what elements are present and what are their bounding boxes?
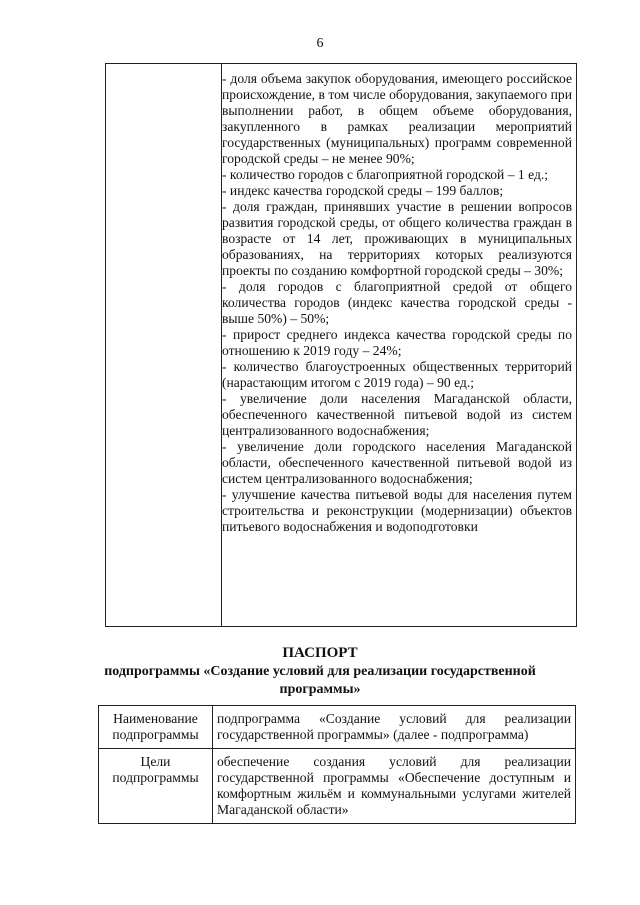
indicator-item: - количество городов с благоприятной городской – 1 ед.;	[222, 167, 549, 182]
indicator-item: - индекс качества городской среды – 199 баллов;	[222, 183, 504, 198]
indicators-label-cell	[106, 64, 222, 626]
passport-subtitle: подпрограммы «Создание условий для реализации государственной программы»	[104, 664, 536, 697]
passport-table	[98, 705, 576, 824]
indicator-item: - доля граждан, принявших участие в решении вопросов развития городской среды, от общего количества граждан в возрасте от 14 лет, проживающих в муниципальных образованиях, на территориях которых реализуются проекты по созданию комфортной городской среды – 30%;	[222, 199, 572, 278]
indicator-item: - увеличение доли городского населения Магаданской области, обеспеченного качественной питьевой водой из систем централизованного водоснабжения;	[222, 439, 572, 486]
row-value: подпрограмма «Создание условий для реализации государственной программы» (далее - подпрограмма)	[213, 706, 576, 749]
indicator-item: - доля объема закупок оборудования, имеющего российское происхождение, в том числе оборудования, закупаемого при выполнении работ, в общем объеме оборудования, закупленного в рамках реализации мероприятий государственных (муниципальных) программ современной городской среды – не менее 90%;	[222, 71, 572, 166]
indicators-table	[105, 63, 577, 627]
page-number: 6	[316, 36, 324, 51]
indicator-item: - прирост среднего индекса качества городской среды по отношению к 2019 году – 24%;	[222, 327, 572, 358]
indicator-item: - количество благоустроенных общественных территорий (нарастающим итогом с 2019 года) – 90 ед.;	[222, 359, 572, 390]
indicator-item: - улучшение качества питьевой воды для населения путем строительства и реконструкции (модернизации) объектов питьевого водоснабжения и водоподготовки	[222, 487, 572, 534]
row-label: Наименование подпрограммы	[99, 706, 213, 749]
table-row	[99, 749, 576, 824]
row-label: Цели подпрограммы	[99, 749, 213, 824]
indicators-value-cell	[222, 71, 572, 535]
indicator-item: - доля городов с благоприятной средой от общего количества городов (индекс качества городской среды - выше 50%) – 50%;	[222, 279, 572, 326]
row-value: обеспечение создания условий для реализации государственной программы «Обеспечение доступным и комфортным жильём и коммунальными услугами жителей Магаданской области»	[213, 749, 576, 824]
indicator-item: - увеличение доли населения Магаданской области, обеспеченного качественной питьевой водой из систем централизованного водоснабжения;	[222, 391, 572, 438]
passport-title: ПАСПОРТ	[282, 645, 358, 661]
table-row	[99, 706, 576, 749]
